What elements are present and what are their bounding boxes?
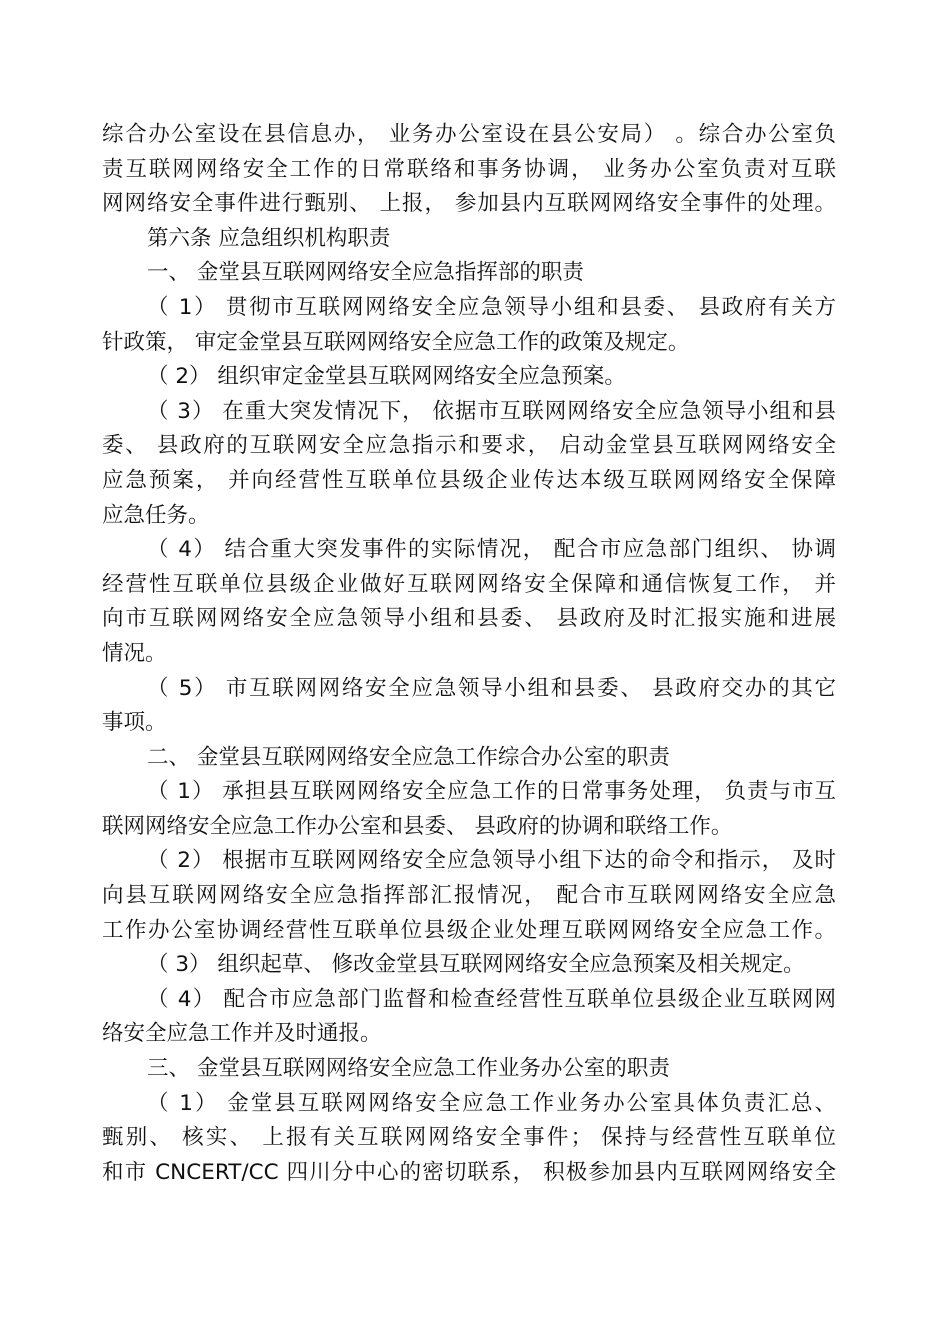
text-line-30: 甄别、 核实、 上报有关互联网网络安全事件； 保持与经营性互联单位 <box>102 1125 836 1151</box>
text-line-31: 和市 CNCERT/CC 四川分中心的密切联系， 积极参加县内互联网网络安全 <box>102 1159 836 1185</box>
text-line-18: 事项。 <box>102 710 167 736</box>
text-line-14: 经营性互联单位县级企业做好互联网网络安全保障和通信恢复工作， 并 <box>102 571 836 597</box>
text-line-13: （ 4） 结合重大突发事件的实际情况， 配合市应急部门组织、 协调 <box>147 537 836 563</box>
text-line-17: （ 5） 市互联网网络安全应急领导小组和县委、 县政府交办的其它 <box>147 675 836 701</box>
text-line-27: 络安全应急工作并及时通报。 <box>102 1021 382 1047</box>
text-line-26: （ 4） 配合市应急部门监督和检查经营性互联单位县级企业互联网网 <box>147 986 836 1012</box>
text-line-21: 联网网络安全应急工作办公室和县委、 县政府的协调和联络工作。 <box>102 813 733 839</box>
text-line-7: 针政策， 审定金堂县互联网网络安全应急工作的政策及规定。 <box>102 329 690 355</box>
text-line-11: 应急预案， 并向经营性互联单位县级企业传达本级互联网网络安全保障 <box>102 467 836 493</box>
text-line-8: （ 2） 组织审定金堂县互联网网络安全应急预案。 <box>147 364 626 390</box>
text-line-1: 综合办公室设在县信息办， 业务办公室设在县公安局） 。综合办公室负 <box>102 122 836 147</box>
section-heading-2: 二、 金堂县互联网网络安全应急工作综合办公室的职责 <box>147 744 670 770</box>
text-line-15: 向市互联网网络安全应急领导小组和县委、 县政府及时汇报实施和进展 <box>102 606 836 632</box>
section-heading-3: 三、 金堂县互联网网络安全应急工作业务办公室的职责 <box>147 1056 670 1082</box>
text-line-12: 应急任务。 <box>102 502 210 528</box>
text-line-20: （ 1） 承担县互联网网络安全应急工作的日常事务处理， 负责与市互 <box>147 779 836 805</box>
text-line-25: （ 3） 组织起草、 修改金堂县互联网网络安全应急预案及相关规定。 <box>147 952 805 978</box>
text-line-16: 情况。 <box>102 640 167 666</box>
text-line-6: （ 1） 贯彻市互联网网络安全应急领导小组和县委、 县政府有关方 <box>147 294 836 320</box>
text-line-24: 工作办公室协调经营性互联单位县级企业处理互联网网络安全应急工作。 <box>102 917 836 943</box>
section-heading-1: 一、 金堂县互联网网络安全应急指挥部的职责 <box>147 260 584 286</box>
text-line-3: 网网络安全事件进行甄别、 上报， 参加县内互联网网络安全事件的处理。 <box>102 191 836 217</box>
text-line-29: （ 1） 金堂县互联网网络安全应急工作业务办公室具体负责汇总、 <box>147 1090 836 1116</box>
document-body <box>102 118 836 1190</box>
text-line-10: 委、 县政府的互联网安全应急指示和要求， 启动金堂县互联网网络安全 <box>102 433 836 459</box>
text-line-2: 责互联网网络安全工作的日常联络和事务协调， 业务办公室负责对互联 <box>102 156 836 182</box>
article-heading: 第六条 应急组织机构职责 <box>147 225 391 251</box>
text-line-23: 向县互联网网络安全应急指挥部汇报情况， 配合市互联网网络安全应急 <box>102 883 836 909</box>
text-line-9: （ 3） 在重大突发情况下， 依据市互联网网络安全应急领导小组和县 <box>147 398 836 424</box>
text-line-22: （ 2） 根据市互联网网络安全应急领导小组下达的命令和指示， 及时 <box>147 848 836 874</box>
